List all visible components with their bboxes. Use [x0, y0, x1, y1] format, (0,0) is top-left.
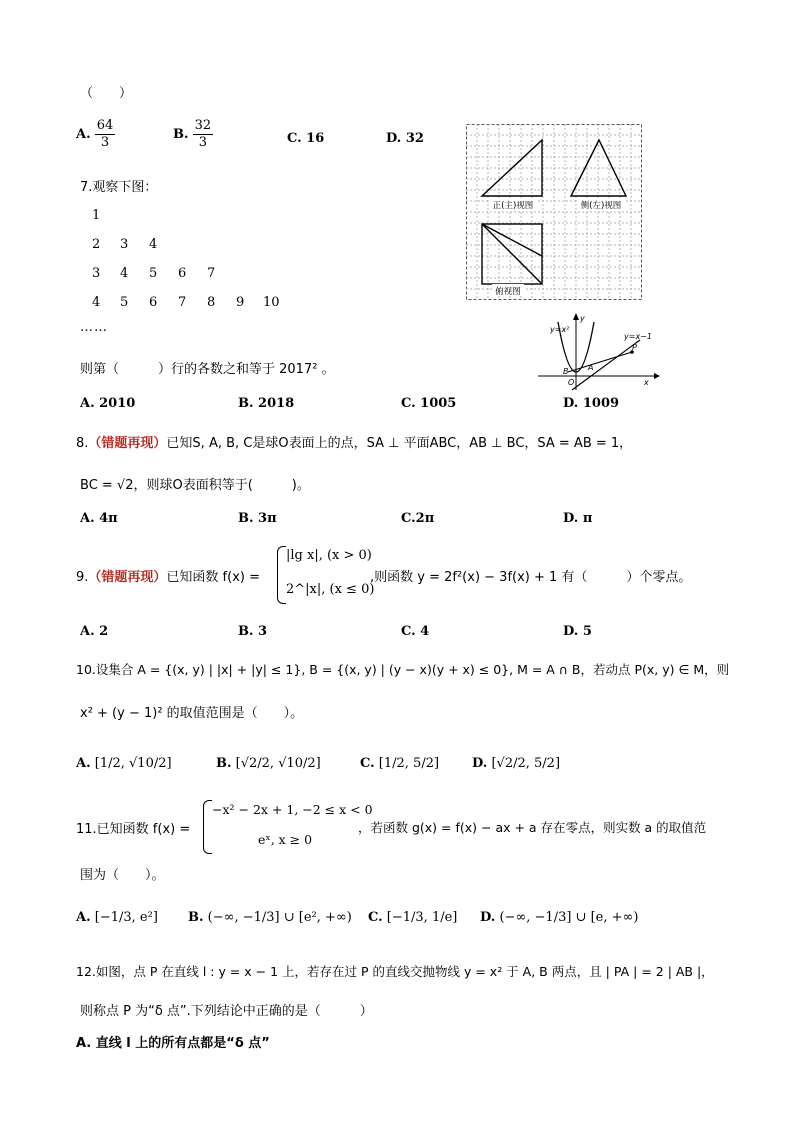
q6-option-b [173, 118, 213, 151]
q11-option-a-value: [−1/3, e²] [94, 910, 158, 925]
q9-pre: 已知函数 f(x) = [166, 570, 260, 585]
q8-line1 [76, 432, 632, 451]
q7-option-d: D. 1009 [563, 396, 620, 411]
q8-option-a: A. 4π [80, 511, 118, 526]
q8-option-b: B. 3π [238, 511, 277, 526]
q12-line2: 则称点 P 为“δ 点”.下列结论中正确的是（ ） [80, 1004, 373, 1019]
q7-ellipsis: …… [80, 320, 108, 335]
q12-option-a: A. 直线 l 上的所有点都是“δ 点” [76, 1036, 270, 1051]
q9-option-d: D. 5 [563, 624, 592, 639]
q11-option-d-value: (−∞, −1/3] ∪ [e, +∞) [499, 910, 639, 925]
q6-option-a-label: A. [76, 127, 91, 142]
line-label: y=x−1 [624, 332, 652, 341]
q8-text1: 已知S, A, B, C是球O表面上的点，SA ⊥ 平面ABC，AB ⊥ BC，SA = AB = 1， [166, 436, 633, 451]
q7-cell: 5 [149, 266, 158, 281]
q9-option-b: B. 3 [238, 624, 268, 639]
q10-option-d [472, 756, 560, 771]
q10-option-b-label: B. [216, 756, 232, 771]
origin-label: O [568, 378, 575, 387]
answer-paren: （ ） [80, 86, 133, 101]
q6-option-b-label: B. [173, 127, 189, 142]
q11-option-a-label: A. [76, 910, 91, 925]
q11-option-d [480, 910, 638, 925]
q7-cell: 1 [92, 208, 101, 223]
y-label: y [580, 314, 585, 323]
q11-option-c-value: [−1/3, 1/e] [386, 910, 458, 925]
q10-option-b-value: [√2/2, √10/2] [235, 756, 321, 771]
q11-case1: −x² − 2x + 1, −2 ≤ x < 0 [212, 802, 373, 817]
q7-option-a: A. 2010 [80, 396, 136, 411]
q9-case1: |lg x|, (x > 0) [286, 548, 372, 563]
q10-line1: 10.设集合 A = {(x, y) | |x| + |y| ≤ 1}, B = {(x, y) | (y − x)(y + x) ≤ 0}, M = A ∩ B，若动点 P(x, y) ∈ M，则 [76, 662, 730, 677]
q10-option-b [216, 756, 321, 771]
q7-cell: 7 [178, 295, 187, 310]
q7-title: 7.观察下图： [80, 180, 158, 195]
q6-option-b-numerator: 32 [194, 118, 212, 133]
q7-question: 则第（ ）行的各数之和等于 2017² 。 [80, 362, 335, 377]
q7-cell: 7 [207, 266, 216, 281]
q7-cell: 4 [149, 237, 158, 252]
q11-option-d-label: D. [480, 910, 496, 925]
q11-option-c-label: C. [368, 910, 383, 925]
q7-cell: 4 [120, 266, 129, 281]
q6-option-a-denominator: 3 [100, 135, 110, 150]
q11-option-b-label: B. [188, 910, 204, 925]
q11-brace [203, 800, 212, 854]
q11-option-b-value: (−∞, −1/3] ∪ [e², +∞) [207, 910, 352, 925]
q7-cell: 5 [120, 295, 129, 310]
q6-option-a [76, 118, 115, 151]
q10-option-a-value: [1/2, √10/2] [94, 756, 172, 771]
q8-line2: BC = √2，则球O表面积等于( )。 [80, 478, 310, 493]
q6-option-a-numerator: 64 [96, 118, 114, 133]
x-axis-arrow-icon [654, 373, 660, 379]
parabola-label: y=x² [550, 325, 570, 334]
q9-option-a: A. 2 [80, 624, 109, 639]
q8-option-d: D. π [563, 511, 593, 526]
q7-cell: 3 [120, 237, 129, 252]
q6-option-d: D. 32 [386, 131, 424, 146]
q7-cell: 4 [92, 295, 101, 310]
q7-cell: 2 [92, 237, 101, 252]
q10-option-d-label: D. [472, 756, 488, 771]
q11-pre: 11.已知函数 f(x) = [76, 822, 191, 837]
x-label: x [644, 378, 649, 387]
q6-option-c: C. 16 [287, 131, 325, 146]
q7-option-c: C. 1005 [401, 396, 457, 411]
q9-post: ,则函数 y = 2f²(x) − 3f(x) + 1 有（ ）个零点。 [370, 570, 692, 585]
q6-option-b-denominator: 3 [198, 135, 208, 150]
q11-option-c [368, 910, 457, 925]
q9-option-c: C. 4 [401, 624, 430, 639]
q7-cell: 6 [178, 266, 187, 281]
q12-line1: 12.如图，点 P 在直线 l : y = x − 1 上，若存在过 P 的直线交抛物线 y = x² 于 A, B 两点，且 | PA | = 2 | AB |， [76, 964, 714, 979]
q8-tag: （错题再现） [88, 436, 167, 451]
q11-post: ，若函数 g(x) = f(x) − ax + a 存在零点，则实数 a 的取值范 [358, 820, 707, 835]
q11-option-b [188, 910, 352, 925]
q7-cell: 3 [92, 266, 101, 281]
q11-option-a [76, 910, 158, 925]
q9-number: 9. [76, 570, 89, 585]
q9-prefix [76, 566, 260, 585]
q7-cell: 8 [207, 295, 216, 310]
y-axis-arrow-icon [573, 313, 579, 320]
three-view-figure [466, 124, 642, 300]
parabola-line-graph [536, 312, 666, 392]
top-view-shape [482, 224, 542, 284]
q11-case2: eˣ, x ≥ 0 [258, 832, 313, 847]
point-p-label: P [632, 343, 637, 352]
front-view-label: 正(主)视图 [492, 201, 534, 211]
q7-option-b: B. 2018 [238, 396, 295, 411]
q10-option-c-value: [1/2, 5/2] [378, 756, 440, 771]
q10-option-a-label: A. [76, 756, 91, 771]
q9-case2: 2^|x|, (x ≤ 0) [286, 582, 375, 597]
q9-brace [277, 546, 286, 604]
q8-number: 8. [76, 436, 89, 451]
top-view-label: 俯视图 [495, 287, 521, 297]
q7-cell: 10 [263, 295, 280, 310]
q11-line2: 围为（ ）。 [80, 868, 165, 883]
q10-option-c [360, 756, 439, 771]
q7-cell: 9 [236, 295, 245, 310]
q8-option-c: C.2π [401, 511, 435, 526]
side-view-label: 侧(左)视图 [580, 201, 622, 211]
q10-line2: x² + (y − 1)² 的取值范围是（ ）。 [80, 706, 304, 721]
q10-option-a [76, 756, 172, 771]
point-b-label: B [563, 367, 569, 376]
q9-tag: （错题再现） [88, 570, 167, 585]
q10-option-c-label: C. [360, 756, 375, 771]
point-a-label: A [588, 363, 594, 372]
q7-cell: 6 [149, 295, 158, 310]
q10-option-d-value: [√2/2, 5/2] [491, 756, 561, 771]
